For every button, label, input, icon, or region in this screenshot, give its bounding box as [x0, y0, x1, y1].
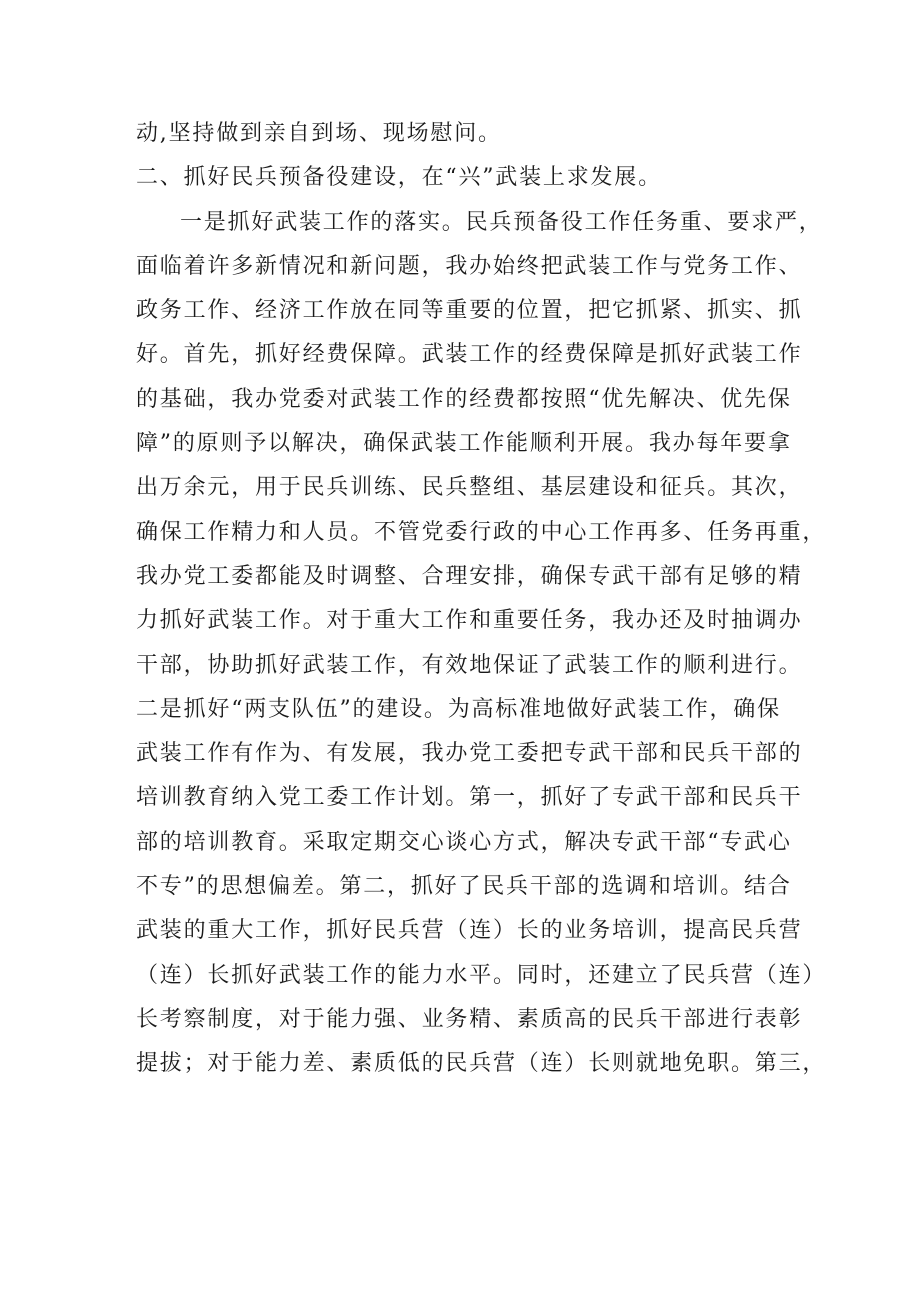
text-line: （连）长抓好武装工作的能力水平。同时，还建立了民兵营（连） [136, 962, 827, 988]
text-line: 长考察制度，对于能力强、业务精、素质高的民兵干部进行表彰 [136, 1006, 803, 1032]
text-line: 力抓好武装工作。对于重大工作和重要任务，我办还及时抽调办 [136, 608, 803, 634]
text-line: 的基础，我办党委对武装工作的经费都按照“优先解决、优先保 [136, 386, 792, 412]
text-line: 面临着许多新情况和新问题，我办始终把武装工作与党务工作、 [136, 253, 803, 279]
text-line: 出万余元，用于民兵训练、民兵整组、基层建设和征兵。其次， [136, 475, 803, 501]
section-heading: 二、抓好民兵预备役建设，在“兴”武装上求发展。 [136, 165, 662, 191]
text-line: 政务工作、经济工作放在同等重要的位置，把它抓紧、抓实、抓 [136, 298, 803, 324]
text-line: 好。首先，抓好经费保障。武装工作的经费保障是抓好武装工作 [136, 342, 803, 368]
text-line: 我办党工委都能及时调整、合理安排，确保专武干部有足够的精 [136, 563, 803, 589]
text-line: 提拔；对于能力差、素质低的民兵营（连）长则就地免职。第三， [136, 1051, 827, 1077]
text-line: 武装工作有作为、有发展，我办党工委把专武干部和民兵干部的 [136, 741, 803, 767]
text-line: 部的培训教育。采取定期交心谈心方式，解决专武干部“专武心 [136, 829, 792, 855]
text-line: 确保工作精力和人员。不管党委行政的中心工作再多、任务再重， [136, 519, 827, 545]
text-line: 不专”的思想偏差。第二，抓好了民兵干部的选调和培训。结合 [136, 874, 792, 900]
text-line: 二是抓好“两支队伍”的建设。为高标准地做好武装工作，确保 [136, 696, 781, 722]
text-line: 动,坚持做到亲自到场、现场慰问。 [136, 121, 502, 146]
text-line: 障”的原则予以解决，确保武装工作能顺利开展。我办每年要拿 [136, 431, 792, 457]
text-line: 一是抓好武装工作的落实。民兵预备役工作任务重、要求严， [180, 209, 823, 235]
text-line: 武装的重大工作，抓好民兵营（连）长的业务培训，提高民兵营 [136, 918, 803, 944]
text-line: 干部，协助抓好武装工作，有效地保证了武装工作的顺利进行。 [136, 652, 803, 678]
body-text [136, 112, 827, 1087]
text-line: 培训教育纳入党工委工作计划。第一，抓好了专武干部和民兵干 [136, 785, 803, 811]
